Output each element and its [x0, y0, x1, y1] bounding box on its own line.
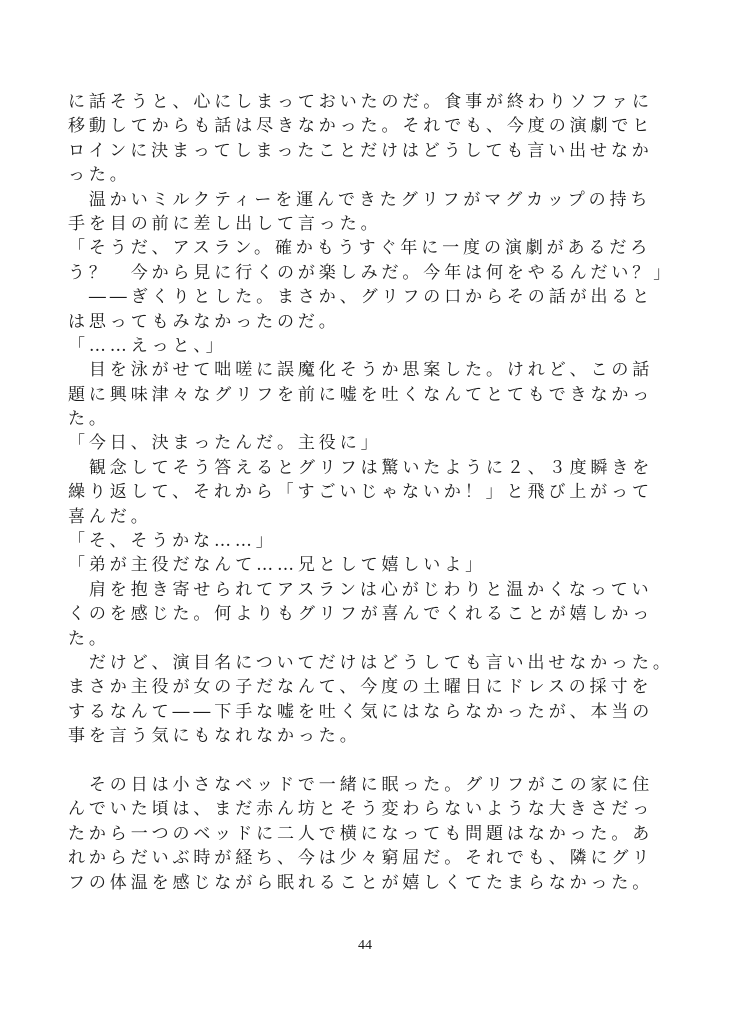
text-line: ロインに決まってしまったことだけはどうしても言い出せなか — [68, 140, 653, 161]
text-line: んでいた頃は、まだ赤ん坊とそう変わらないような大きさだっ — [68, 799, 654, 820]
text-line: に話そうと、心にしまっておいたのだ。食事が終わりソファに — [68, 92, 653, 112]
text-line: 「……えっと、」 — [68, 335, 227, 356]
text-line: れからだいぶ時が経ち、今は少々窮屈だ。それでも、隣にグリ — [68, 848, 654, 869]
text-line: 「そうだ、アスラン。確かもうすぐ年に一度の演劇があるだろ — [68, 238, 652, 259]
text-line: くのを感じた。何よりもグリフが喜んでくれることが嬉しかっ — [68, 604, 654, 625]
text-line: は思ってもみなかったのだ。 — [68, 311, 340, 332]
text-line: 「そ、そうかな……」 — [68, 531, 277, 552]
text-line: 「弟が主役だなんて……兄として嬉しいよ」 — [68, 555, 486, 576]
text-line: た。 — [68, 628, 110, 649]
text-line: 温かいミルクティーを運んできたグリフがマグカップの持ち — [68, 189, 652, 210]
text-line: たから一つのベッドに二人で横になっても問題はなかった。あ — [68, 823, 654, 844]
page-number: 44 — [358, 938, 372, 953]
text-line: 喜んだ。 — [68, 506, 152, 527]
text-line: た。 — [68, 409, 110, 430]
text-line: 移動してからも話は尽きなかった。それでも、今度の演劇でヒ — [68, 116, 654, 137]
text-line: う？ 今から見に行くのが楽しみだ。今年は何をやるんだい？」 — [68, 262, 675, 283]
text-line: 手を目の前に差し出して言った。 — [68, 213, 382, 234]
body-text — [68, 90, 675, 895]
text-line: 観念してそう答えるとグリフは驚いたように２、３度瞬きを — [68, 457, 654, 478]
text-line: まさか主役が女の子だなんて、今度の土曜日にドレスの採寸を — [68, 677, 653, 698]
text-line: するなんて――下手な嘘を吐く気にはならなかったが、本当の — [68, 701, 654, 722]
text-line: フの体温を感じながら眠れることが嬉しくてたまらなかった。 — [68, 872, 654, 893]
text-line: 目を泳がせて咄嗟に誤魔化そうか思案した。けれど、この話 — [68, 360, 654, 381]
text-line: 肩を抱き寄せられてアスランは心がじわりと温かくなってい — [68, 579, 653, 600]
text-line: その日は小さなベッドで一緒に眠った。グリフがこの家に住 — [68, 774, 654, 795]
text-line: だけど、演目名についてだけはどうしても言い出せなかった。 — [68, 652, 674, 673]
text-line: 「今日、決まったんだ。主役に」 — [68, 433, 382, 454]
text-line: 題に興味津々なグリフを前に嘘を吐くなんてとてもできなかっ — [68, 384, 654, 405]
text-line: った。 — [68, 165, 131, 186]
text-line: ――ぎくりとした。まさか、グリフの口からその話が出ると — [68, 287, 654, 308]
blank-line — [68, 749, 668, 773]
text-line: 繰り返して、それから「すごいじゃないか！」と飛び上がって — [68, 482, 653, 503]
text-line: 事を言う気にもなれなかった。 — [68, 726, 361, 747]
